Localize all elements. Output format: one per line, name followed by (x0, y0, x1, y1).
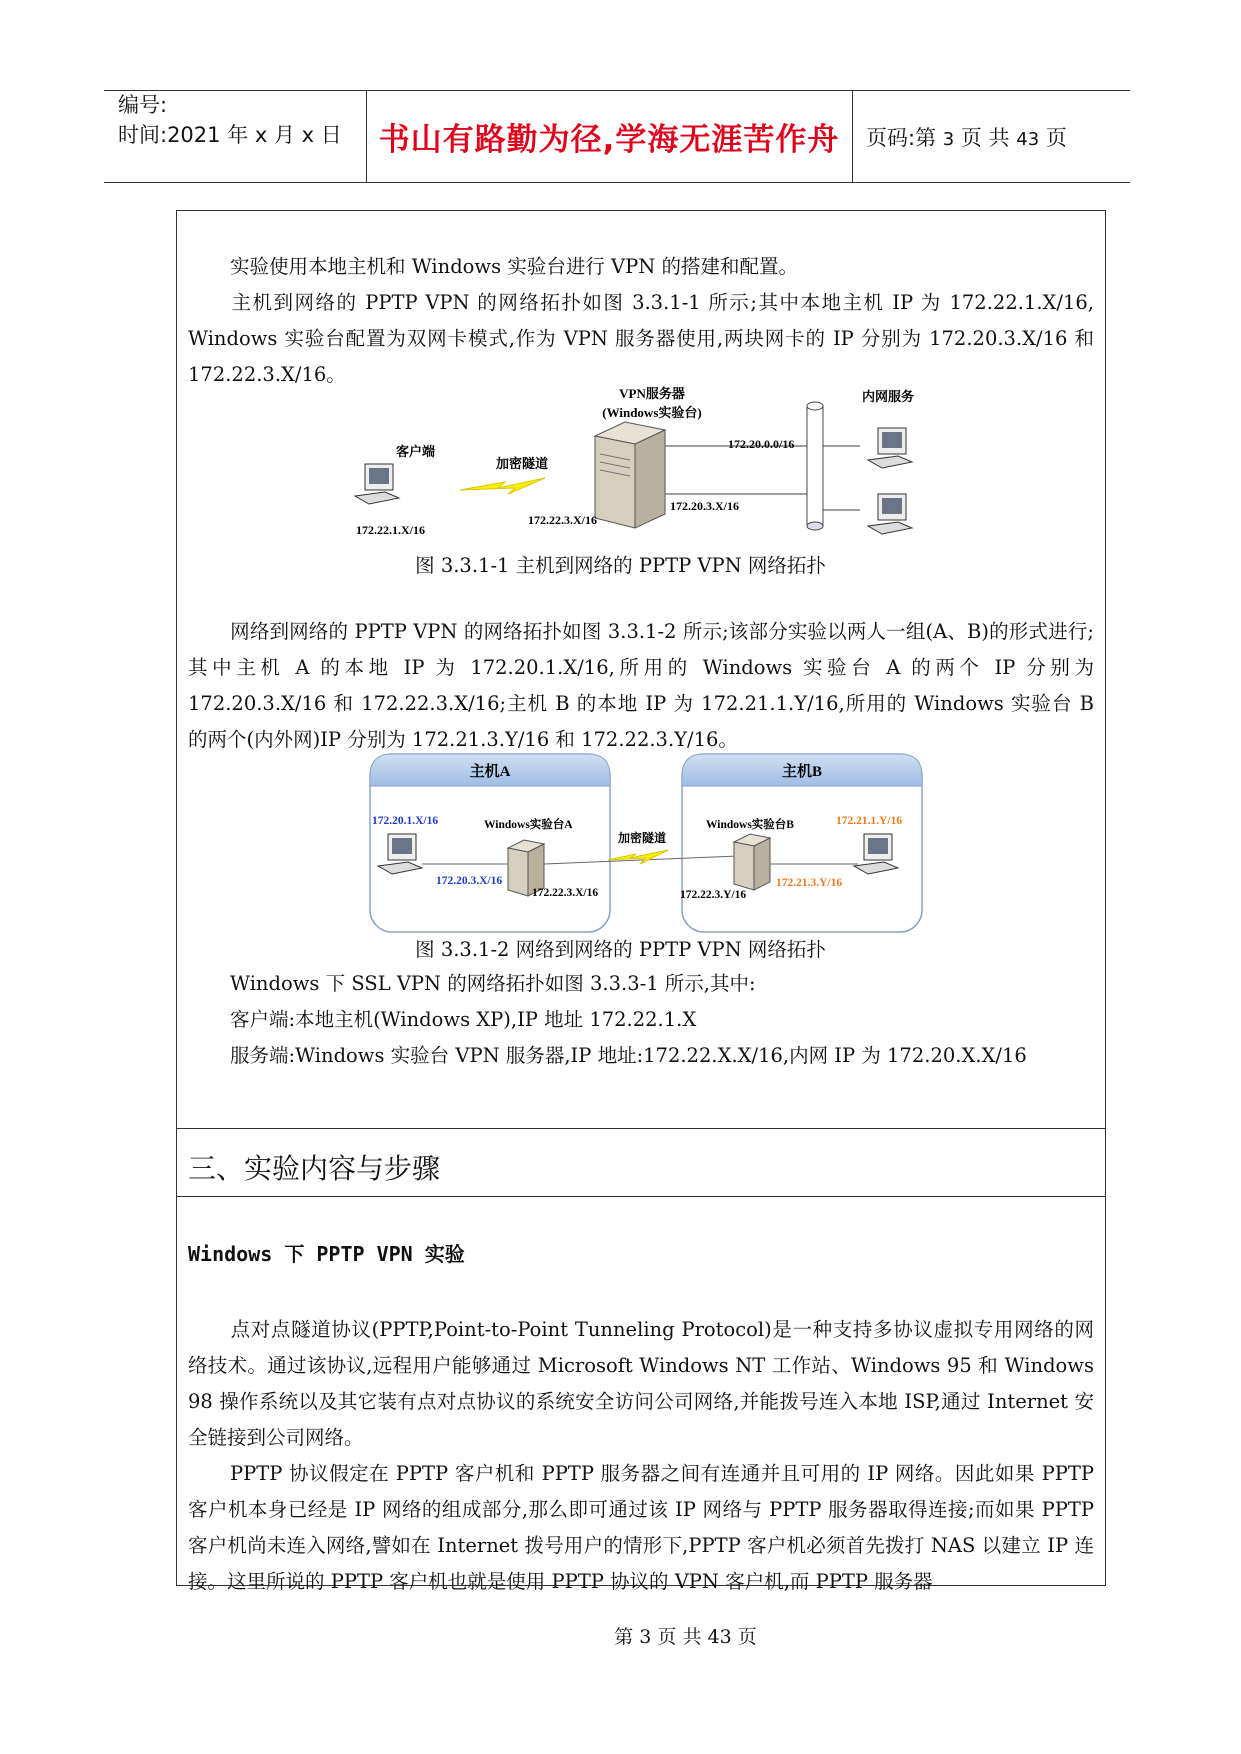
intranet-label: 内网服务 (862, 389, 915, 404)
page-footer: 第 3 页 共 43 页 (614, 1626, 757, 1648)
a-server-label: Windows实验台A (484, 819, 573, 831)
a-inner-ip: 172.20.3.X/16 (436, 875, 503, 887)
intro-paragraph-1: 实验使用本地主机和 Windows 实验台进行 VPN 的搭建和配置。 (230, 255, 798, 278)
client-label: 客户端 (396, 444, 436, 459)
ssl-line-2: 客户端:本地主机(Windows XP),IP 地址 172.22.1.X (230, 1008, 697, 1031)
intranet-pc-icon (868, 494, 912, 534)
doc-number-label: 编号: (118, 93, 168, 117)
pptp-paragraph-2: PPTP 协议假定在 PPTP 客户机和 PPTP 服务器之间有连通并且可用的 IP 网络。因此如果 PPTP 客户机本身已经是 IP 网络的组成部分,那么即可通过该 IP 网络与 PPTP 服务器取得连接;而如果 PPTP 客户机尚未连入网络,譬如在 Internet 拨号用户的情形下,PPTP 客户机必须首先拨打 NAS 以建立 IP 连接。这里所说的 PPTP 客户机也就是使用 PPTP 协议的 VPN 客户机,而 PPTP 服务器 (188, 1462, 1094, 1593)
header-page-number: 页码:第 3 页 共 43 页 (866, 126, 1067, 150)
figure-host-to-network (340, 386, 940, 546)
header-separator-right (852, 90, 853, 182)
b-outer-ip: 172.22.3.Y/16 (680, 889, 747, 901)
host-b-title: 主机B (781, 764, 823, 780)
intro-paragraph-2: 主机到网络的 PPTP VPN 的网络拓扑如图 3.3.1-1 所示;其中本地主机 IP 为 172.22.1.X/16, Windows 实验台配置为双网卡模式,作为 VPN 服务器使用,两块网卡的 IP 分别为 172.20.3.X/16 和 172.22.3.X/16。 (188, 291, 1094, 386)
vpn-server-icon (595, 422, 665, 528)
page-total: 43 (1016, 129, 1040, 150)
header-motto: 书山有路勤为径,学海无涯苦作舟 (378, 122, 840, 158)
client-ip: 172.22.1.X/16 (356, 523, 425, 537)
section-divider-bottom (176, 1196, 1106, 1197)
network-pipe-icon (807, 402, 823, 530)
server-b-icon (734, 834, 770, 890)
section-title: 三、实验内容与步骤 (188, 1152, 441, 1185)
page-current: 3 (942, 129, 955, 150)
server-ip-out: 172.22.3.X/16 (528, 513, 597, 527)
server-label-1: VPN服务器 (619, 386, 685, 401)
a-client-ip: 172.20.1.X/16 (372, 815, 439, 827)
doc-time: 时间:2021 年 x 月 x 日 (118, 123, 342, 147)
b-server-label: Windows实验台B (706, 819, 794, 831)
ssl-line-1: Windows 下 SSL VPN 的网络拓扑如图 3.3.3-1 所示,其中: (230, 972, 756, 995)
pptp-paragraph-1: 点对点隧道协议(PPTP,Point-to-Point Tunneling Protocol)是一种支持多协议虚拟专用网络的网络技术。通过该协议,远程用户能够通过 Microsoft Windows NT 工作站、Windows 95 和 Windows 98 操作系统以及其它装有点对点协议的系统安全访问公司网络,并能拨号连入本地 ISP,通过 Internet 安全链接到公司网络。 (188, 1318, 1094, 1449)
tunnel-label: 加密隧道 (496, 456, 549, 471)
client-pc-icon (355, 464, 399, 504)
figure1-caption: 图 3.3.1-1 主机到网络的 PPTP VPN 网络拓扑 (415, 554, 826, 577)
header-meta (118, 90, 358, 150)
section-divider-top (176, 1128, 1106, 1129)
figure2-caption: 图 3.3.1-2 网络到网络的 PPTP VPN 网络拓扑 (415, 938, 826, 961)
figure-network-to-network (368, 752, 924, 934)
tunnel-label-2: 加密隧道 (618, 831, 667, 845)
ssl-line-3: 服务端:Windows 实验台 VPN 服务器,IP 地址:172.22.X.X/16,内网 IP 为 172.20.X.X/16 (230, 1044, 1027, 1067)
host-a-title: 主机A (469, 764, 511, 780)
server-label-2: (Windows实验台) (602, 405, 702, 420)
net-label: 172.20.0.0/16 (728, 437, 795, 451)
tunnel-bolt-icon (460, 478, 545, 494)
network-paragraph: 网络到网络的 PPTP VPN 的网络拓扑如图 3.3.1-2 所示;该部分实验以两人一组(A、B)的形式进行;其中主机 A 的本地 IP 为 172.20.1.X/16,所用的 Windows 实验台 A 的两个 IP 分别为 172.20.3.X/16 和 172.22.3.X/16;主机 B 的本地 IP 为 172.21.1.Y/16,所用的 Windows 实验台 B 的两个(内外网)IP 分别为 172.21.3.Y/16 和 172.22.3.Y/16。 (188, 620, 1094, 751)
subsection-title: Windows 下 PPTP VPN 实验 (188, 1242, 465, 1266)
b-client-ip: 172.21.1.Y/16 (836, 815, 903, 827)
header-bottom-rule (104, 182, 1130, 183)
server-ip-in: 172.20.3.X/16 (670, 499, 739, 513)
b-inner-ip: 172.21.3.Y/16 (776, 877, 843, 889)
tunnel-bolt-icon (608, 850, 668, 864)
a-outer-ip: 172.22.3.X/16 (532, 887, 599, 899)
intranet-pc-icon (868, 428, 912, 468)
